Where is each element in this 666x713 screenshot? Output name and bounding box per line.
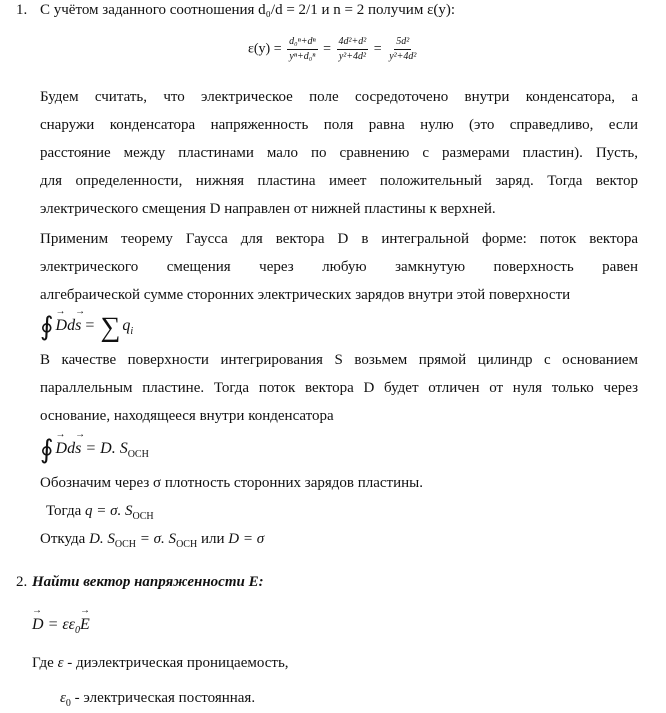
paragraph-2-line: Применим теорему Гаусса для вектора D в интегральной форме: поток вектора (40, 231, 638, 247)
paragraph-1-line: снаружи конденсатора напряженность поля равна нулю (это справедливо, если (40, 117, 638, 133)
whence-subscript-2: OCH (176, 539, 198, 550)
then-expression: q = σ. S (84, 503, 133, 519)
eps-frac-3-den: y²+4d² (389, 51, 417, 62)
d-e-eq: = εε (43, 616, 75, 633)
whence-subscript-1: OCH (114, 539, 137, 550)
eps-frac-3-num: 5d² (394, 36, 411, 50)
epsilon-symbol: ε (57, 655, 64, 671)
paragraph-1-line: расстояние между пластинами мало по сравнению с размерами пластин). Пусть, (40, 145, 638, 161)
eps-frac-3 (387, 36, 418, 63)
then-line (46, 503, 154, 522)
gauss-equals: = (85, 317, 95, 334)
eps-frac-1-num: d₀ⁿ+dⁿ (287, 36, 318, 50)
eps-frac-2-den: y²+4d² (338, 51, 367, 62)
eps0-rest: - электрическая постоянная. (70, 690, 256, 706)
eps0-subscript: 0 (65, 698, 71, 709)
sum-symbol: ∑ (100, 312, 121, 343)
eps-formula (248, 36, 420, 63)
eps-eq-2: = (373, 41, 382, 57)
sigma-definition: Обозначим через σ плотность сторонних зарядов пластины. (40, 475, 423, 491)
paragraph-2-line: электрического смещения через любую замкнутую поверхность равен (40, 259, 638, 275)
charge-index: i (130, 326, 134, 338)
paragraph-1-line: Будем считать, что электрическое поле сосредоточено внутри конденсатора, а (40, 89, 638, 105)
flux-rhs: = D. S (85, 440, 128, 457)
then-subscript: OCH (132, 511, 154, 522)
where-rest: - диэлектрическая проницаемость, (63, 655, 289, 671)
flux-subscript: OCH (127, 449, 149, 461)
differential-d: d (67, 317, 76, 334)
paragraph-1-line: электрического смещения D направлен от нижней пластины к верхней. (40, 201, 496, 217)
then-word: Тогда (46, 503, 82, 519)
paragraph-3-line: В качестве поверхности интегрирования S возьмем прямой цилиндр с основанием (40, 352, 638, 368)
eps-eq-1: = (323, 41, 332, 57)
whence-word: Откуда (40, 531, 86, 547)
flux-equation (40, 435, 149, 465)
eps-frac-1-den: yⁿ+d₀ⁿ (289, 51, 316, 62)
contour-integral-symbol: ∮ (40, 435, 54, 464)
eps-frac-1 (287, 36, 318, 63)
vector-s: → s (75, 317, 81, 335)
d-e-equation (32, 616, 90, 636)
whence-or: или (197, 531, 229, 547)
vector-d: → D (32, 616, 44, 634)
vector-e: → E (80, 616, 90, 634)
gauss-equation (40, 312, 133, 344)
whence-expression-1: D. S (89, 531, 115, 547)
where-word: Где (32, 655, 54, 671)
eps-frac-2 (337, 36, 369, 63)
eps-lhs: ε(y) = (248, 41, 282, 57)
eps-zero-subscript: 0 (74, 625, 80, 637)
paragraph-2-line: алгебраической сумме сторонних электрических зарядов внутри этой поверхности (40, 287, 571, 303)
whence-expression-3: D = σ (228, 531, 265, 547)
eps-frac-2-num: 4d²+d² (337, 36, 369, 50)
eps0-line (60, 690, 255, 709)
epsilon-zero-symbol: ε (60, 690, 66, 706)
whence-expression-2: = σ. S (136, 531, 177, 547)
item-1-number: 1. (16, 2, 28, 18)
paragraph-3-line: параллельным пластине. Тогда поток вектора D будет отличен от нуля только через (40, 380, 638, 396)
item-2-title: Найти вектор напряженности E: (32, 574, 264, 590)
vector-s: → s (75, 440, 81, 458)
paragraph-1-line: для определенности, нижняя пластина имеет положительный заряд. Тогда вектор (40, 173, 638, 189)
where-line (32, 655, 289, 672)
vector-d: → D (56, 317, 68, 335)
vector-d: → D (56, 440, 68, 458)
whence-line (40, 531, 264, 550)
differential-d: d (67, 440, 76, 457)
item-1-intro: С учётом заданного соотношения d₀/d = 2/1 и n = 2 получим ε(y): (40, 2, 456, 18)
paragraph-3-line: основание, находящееся внутри конденсатора (40, 408, 334, 424)
charge-q: q (122, 317, 131, 334)
item-2-number: 2. (16, 574, 28, 590)
contour-integral-symbol: ∮ (40, 312, 54, 341)
